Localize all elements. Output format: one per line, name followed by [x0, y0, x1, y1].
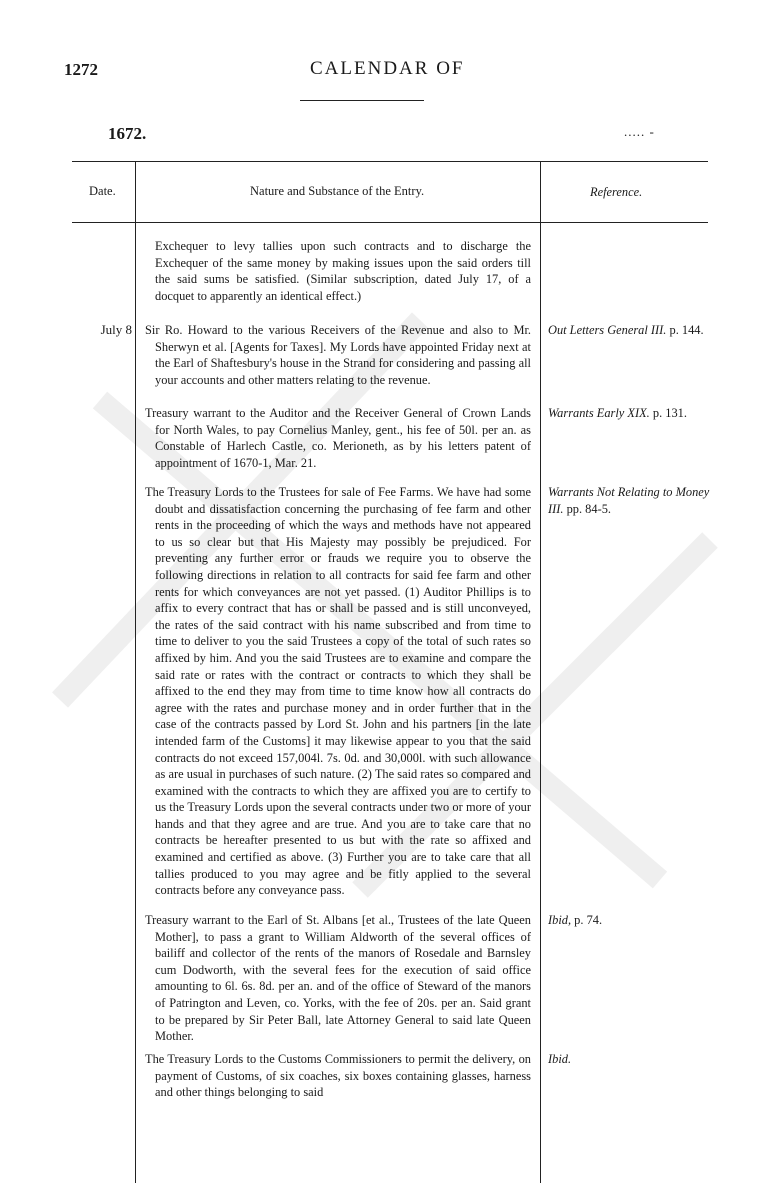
reference-source: Ibid.: [548, 1052, 572, 1066]
reference-page: p. 131.: [652, 406, 687, 420]
header-divider: [300, 100, 424, 101]
reference-page: p. 144.: [669, 323, 704, 337]
column-header-nature: Nature and Substance of the Entry.: [250, 184, 425, 198]
entry-text: Exchequer to levy tallies upon such contracts and to discharge the Exchequer of the same money by making issues upon the said orders till the said sums be satisfied. (Similar subscription, dated July 17, of a docquet to apparently an identical effect.): [155, 239, 531, 303]
entry-text: The Treasury Lords to the Customs Commissioners to permit the delivery, on payment of Customs, of six coaches, six boxes containing glasses, harness and other things belonging to said: [145, 1052, 531, 1100]
running-head: CALENDAR OF: [310, 58, 465, 79]
entry-date: July 8: [100, 322, 132, 337]
page-number: 1272: [64, 60, 98, 79]
entry-text: Treasury warrant to the Auditor and the Receiver General of Crown Lands for North Wales, to pay Cornelius Manley, gent., his fee of 50l. per an. as Constable of Harlech Castle, co. Merioneth, as by his letters patent of appointment of 1670-1, Mar. 21.: [145, 406, 531, 470]
column-header-reference: Reference.: [590, 185, 643, 199]
calendar-entry: [145, 1051, 531, 1101]
entry-reference: [548, 322, 716, 339]
reference-column-rule: [540, 161, 541, 1183]
calendar-entry: [145, 912, 531, 1045]
entry-reference: [548, 1051, 716, 1068]
calendar-entry: [145, 238, 531, 304]
reference-source: Ibid,: [548, 913, 572, 927]
reference-source: Out Letters General III.: [548, 323, 667, 337]
calendar-entry: [145, 484, 531, 899]
calendar-entry: [145, 405, 531, 471]
reference-source: Warrants Not Relating to Money III.: [548, 485, 710, 516]
column-header-date: Date.: [89, 184, 116, 198]
reference-page: pp. 84-5.: [566, 501, 611, 516]
entry-text: Treasury warrant to the Earl of St. Albans [et al., Trustees of the late Queen Mother], to pass a grant to William Aldworth of the several offices of bailiff and collector of the rents of the manors of Rosedale and Barnsley cum Dodworth, with the several fees for the execution of said office amounting to 6l. 6s. 8d. per an. and of the office of Steward of the manors of Patrington and Leven, co. Yorks, with the fee of 20s. per an. Said grant to be prepared by Sir Peter Ball, late Attorney General to said late Queen Mother.: [145, 913, 531, 1044]
reference-source: Warrants Early XIX.: [548, 406, 650, 420]
entry-reference: [548, 912, 716, 929]
year-heading: 1672.: [108, 124, 147, 143]
calendar-entry: [145, 322, 531, 388]
entry-reference: [548, 405, 716, 422]
entry-text: The Treasury Lords to the Trustees for sale of Fee Farms. We have had some doubt and dissatisfaction concerning the purchasing of fee farm and other rents in the proceeding of which the ways and methods have not appeared to us so clear but that His Majesty may possibly be prejudiced. For preventing any further error or frauds we require you to observe the following directions in relation to all contracts for said fee farm and other rents for which conveyances are not yet passed. (1) Auditor Phillips is to affix to every contract that has or shall be passed and is still unconveyed, the rates of the said contract with his name subscribed and from time to time to deliver to you the said Trustees a copy of the total of such rates so affixed by him. And you the said Trustees are to examine and compare the said rate or rates with the contract or contracts to which they shall be affixed to the end they may from time to time know how all contracts do agree with the rates and purchase money and in order further that in the case of the contracts passed by Lord St. John and his partners [in the late intended farm of the Customs] it may likewise appear to you that the said contracts do not exceed 157,004l. 7s. 0d. and 30,000l. with such allowance as are usual in purchases of such nature. (2) The said rates so compared and examined with the contracts to which they are affixed you are to certify to us the Treasury Lords upon the several contracts under two or more of your hands and that they agree and are true. And you are to take care that no contracts be hereafter presented to us but with the rate so affixed and examined and certified as above. (3) Further you are to take care that all tallies produced to you may agree and be fitly applied to the several contracts before any conveyance pass.: [145, 485, 531, 898]
entry-reference: [548, 484, 716, 517]
corner-marks: ..... -: [624, 124, 655, 139]
table-header-rule: [72, 222, 708, 223]
entry-text: Sir Ro. Howard to the various Receivers of the Revenue and also to Mr. Sherwyn et al. [Agents for Taxes]. My Lords have appointed Friday next at the Earl of Shaftesbury's house in the Strand for considering and passing all your accounts and other matters relating to the revenue.: [145, 323, 531, 387]
date-column-rule: [135, 161, 136, 1183]
reference-page: p. 74.: [574, 913, 603, 927]
